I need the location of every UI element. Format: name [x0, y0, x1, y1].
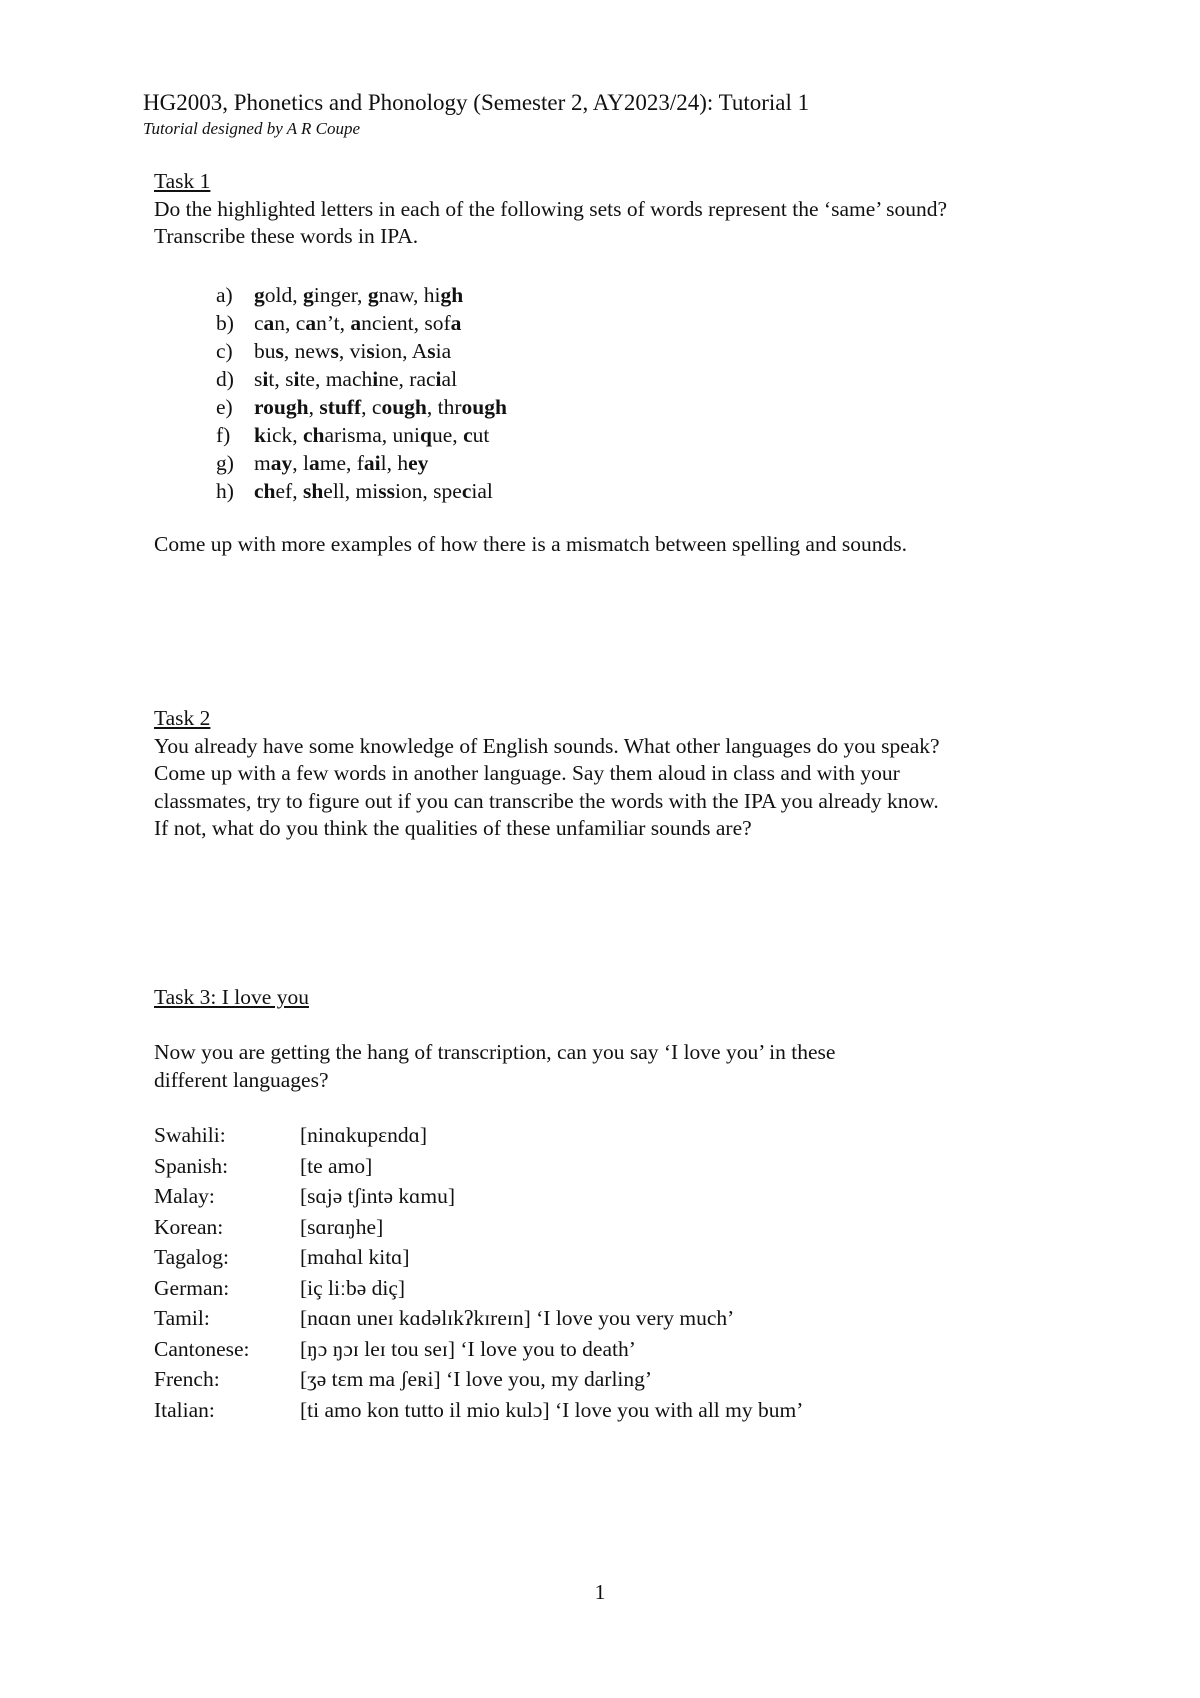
language-transcription: [ŋɔ ŋɔɪ leɪ tou seɪ] ‘I love you to death’ [300, 1336, 636, 1361]
plain-letters: , l [292, 451, 309, 475]
highlighted-letters: rough [254, 395, 309, 419]
language-row [154, 1151, 803, 1182]
task3-intro-line2: different languages? [154, 1067, 329, 1092]
task3-intro [154, 1039, 1104, 1094]
task2-heading: Task 2 [154, 706, 211, 730]
task3-heading-block [154, 984, 1104, 1012]
plain-letters: bu [254, 339, 276, 363]
highlighted-letters: g [367, 283, 379, 307]
task1-question-line2: Transcribe these words in IPA. [154, 224, 419, 248]
language-name: Italian: [154, 1397, 215, 1422]
language-name: Spanish: [154, 1153, 229, 1178]
plain-letters: , new [283, 339, 331, 363]
task2-line-3: classmates, try to figure out if you can transcribe the words with the IPA you already know. [154, 788, 939, 813]
language-row [154, 1120, 803, 1151]
highlighted-letters: i [293, 367, 300, 391]
highlighted-letters: k [254, 423, 266, 447]
highlighted-letters: ey [408, 451, 429, 475]
language-name: Swahili: [154, 1123, 226, 1147]
highlighted-letters: ss [378, 479, 395, 503]
plain-letters: ia [435, 339, 452, 363]
task1-followup: Come up with more examples of how there is a mismatch between spelling and sounds. [154, 532, 907, 556]
language-row [154, 1181, 803, 1212]
language-name: German: [154, 1275, 230, 1300]
language-transcription: [ninɑkupɛndɑ] [300, 1123, 428, 1147]
task3-intro-line1: Now you are getting the hang of transcription, can you say ‘I love you’ in these [154, 1040, 836, 1064]
highlighted-letters: s [366, 339, 375, 363]
task1-item-words [254, 367, 457, 391]
language-transcription: [iç liːbə diç] [300, 1275, 406, 1300]
task1-item-marker: h) [216, 479, 234, 503]
plain-letters: , c [361, 395, 382, 419]
plain-letters: t, s [268, 367, 294, 391]
highlighted-letters: ai [363, 451, 381, 475]
language-row [154, 1273, 803, 1304]
plain-letters: ell, mi [323, 479, 379, 503]
task1-item [216, 309, 507, 337]
plain-letters: ick, [265, 423, 303, 447]
task1-item [216, 281, 507, 309]
plain-letters: , vi [338, 339, 367, 363]
language-transcription: [mɑhɑl kitɑ] [300, 1245, 410, 1269]
plain-letters: ion, A [374, 339, 428, 363]
task1-item-words [254, 395, 507, 419]
plain-letters: c [254, 311, 264, 335]
language-name: Cantonese: [154, 1336, 250, 1361]
page-number: 1 [594, 1580, 606, 1604]
language-transcription: [sɑjə tʃintə kɑmu] [300, 1184, 456, 1208]
task1-item-marker: e) [216, 395, 233, 419]
task1-item-words [254, 311, 461, 335]
plain-letters: ef, [275, 479, 303, 503]
plain-letters: , thr [426, 395, 462, 419]
plain-letters: l, h [380, 451, 409, 475]
highlighted-letters: i [372, 367, 379, 391]
highlighted-letters: s [330, 339, 339, 363]
task1-item [216, 421, 507, 449]
plain-letters: s [254, 367, 263, 391]
plain-letters: n’t, [316, 311, 351, 335]
task1-question-line1: Do the highlighted letters in each of the following sets of words represent the ‘same’ sound? [154, 196, 948, 221]
plain-letters: te, mach [299, 367, 373, 391]
language-name: Tagalog: [154, 1245, 229, 1269]
plain-letters: naw, hi [378, 283, 441, 307]
highlighted-letters: stuff [319, 395, 362, 419]
highlighted-letters: g [254, 283, 265, 307]
highlighted-letters: ough [381, 395, 427, 419]
language-row [154, 1395, 803, 1426]
highlighted-letters: a [263, 311, 275, 335]
document-header [143, 88, 809, 140]
highlighted-letters: gh [440, 283, 464, 307]
highlighted-letters: s [275, 339, 284, 363]
task1-item-marker: b) [216, 311, 234, 335]
language-table [154, 1120, 803, 1425]
task2-line-4: If not, what do you think the qualities of these unfamiliar sounds are? [154, 816, 752, 840]
highlighted-letters: ch [254, 479, 276, 503]
task1-item [216, 337, 507, 365]
language-row [154, 1303, 803, 1334]
highlighted-letters: s [427, 339, 436, 363]
plain-letters: n, c [274, 311, 306, 335]
task1-item [216, 449, 507, 477]
highlighted-letters: ch [303, 423, 325, 447]
language-transcription: [te amo] [300, 1153, 373, 1178]
task1-item-marker: c) [216, 339, 233, 363]
highlighted-letters: a [305, 311, 317, 335]
highlighted-letters: a [308, 451, 320, 475]
highlighted-letters: c [463, 423, 473, 447]
plain-letters: ne, rac [378, 367, 436, 391]
language-row [154, 1242, 803, 1273]
task1-item-marker: f) [216, 423, 231, 447]
plain-letters: ncient, sof [361, 311, 451, 335]
language-name: French: [154, 1367, 220, 1391]
highlighted-letters: a [350, 311, 362, 335]
language-name: Tamil: [154, 1306, 210, 1330]
task1-item-words [254, 339, 451, 363]
plain-letters: ion, spe [394, 479, 462, 503]
highlighted-letters: ough [461, 395, 507, 419]
highlighted-letters: a [450, 311, 462, 335]
task3-heading: Task 3: I love you [154, 985, 309, 1009]
language-transcription: [sɑrɑŋhe] [300, 1214, 384, 1239]
language-row [154, 1364, 803, 1395]
task1-heading: Task 1 [154, 169, 211, 193]
task2-line-2: Come up with a few words in another language. Say them aloud in class and with your [154, 761, 900, 785]
plain-letters: ial [471, 479, 493, 503]
language-name: Malay: [154, 1184, 215, 1208]
language-row [154, 1212, 803, 1243]
task1-item-marker: d) [216, 367, 234, 391]
task1-item-marker: a) [216, 283, 233, 307]
language-row [154, 1334, 803, 1365]
task1-word-list [216, 281, 507, 505]
task1-item [216, 393, 507, 421]
language-name: Korean: [154, 1214, 224, 1239]
plain-letters: old, [264, 283, 303, 307]
highlighted-letters: q [420, 423, 433, 447]
task1-item-words [254, 423, 489, 447]
document-credit: Tutorial designed by A R Coupe [143, 119, 361, 138]
task1-item [216, 365, 507, 393]
highlighted-letters: sh [302, 479, 324, 503]
task1-item [216, 477, 507, 505]
task1-item-marker: g) [216, 451, 234, 475]
highlighted-letters: i [435, 367, 442, 391]
highlighted-letters: g [302, 283, 314, 307]
plain-letters: m [254, 451, 271, 475]
plain-letters: al [441, 367, 458, 391]
task2-section [154, 705, 1104, 843]
highlighted-letters: i [262, 367, 269, 391]
plain-letters: ue, [432, 423, 464, 447]
plain-letters: me, f [319, 451, 364, 475]
task1-item-words [254, 451, 428, 475]
plain-letters: arisma, uni [324, 423, 421, 447]
plain-letters: inger, [313, 283, 368, 307]
language-transcription: [nɑɑn uneɪ kɑdəlɪkʔkɪreɪn] ‘I love you very much’ [300, 1306, 735, 1330]
task1-item-words [254, 479, 493, 503]
language-transcription: [ʒə tɛm ma ʃeʀi] ‘I love you, my darling’ [300, 1367, 653, 1391]
plain-letters: ut [472, 423, 490, 447]
highlighted-letters: ay [270, 451, 293, 475]
language-transcription: [ti amo kon tutto il mio kulɔ] ‘I love you with all my bum’ [300, 1397, 804, 1422]
task1-section [154, 168, 1104, 251]
plain-letters: , [308, 395, 320, 419]
task2-line-1: You already have some knowledge of English sounds. What other languages do you speak? [154, 733, 940, 758]
task1-item-words [254, 283, 463, 307]
highlighted-letters: c [461, 479, 472, 503]
document-title: HG2003, Phonetics and Phonology (Semester 2, AY2023/24): Tutorial 1 [143, 90, 810, 115]
